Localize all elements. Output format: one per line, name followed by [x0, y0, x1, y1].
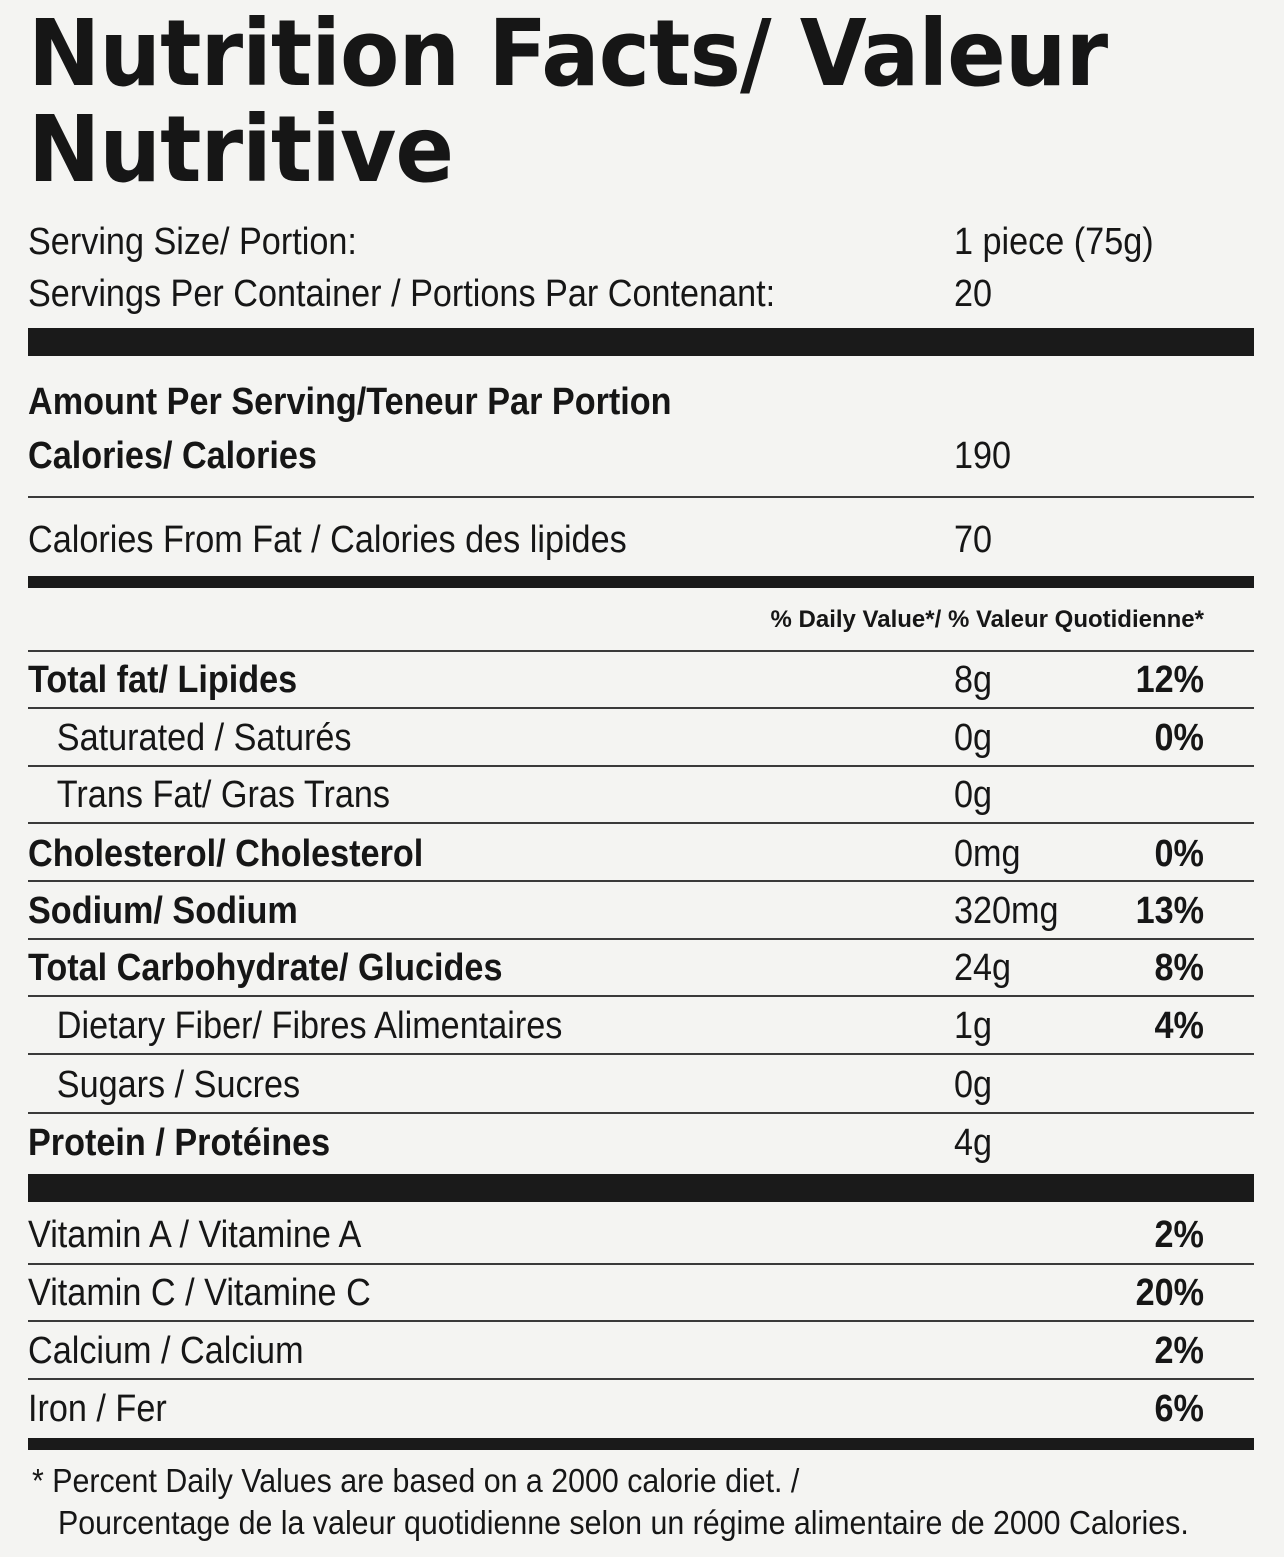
vitamin-daily-value: 2%	[1154, 1330, 1204, 1372]
serving-size-label: Serving Size/ Portion:	[28, 221, 357, 263]
divider	[28, 1378, 1254, 1380]
divider	[28, 1053, 1254, 1055]
divider	[28, 496, 1254, 498]
servings-per-container-label: Servings Per Container / Portions Par Contenant:	[28, 273, 776, 315]
nutrient-amount: 320mg	[954, 890, 1059, 932]
thick-divider	[28, 1174, 1254, 1202]
nutrient-daily-value: 4%	[1154, 1005, 1204, 1047]
servings-per-container-value: 20	[954, 273, 993, 315]
calories-label: Calories/ Calories	[28, 435, 317, 477]
calories-value: 190	[954, 435, 1012, 477]
vitamin-label: Calcium / Calcium	[28, 1330, 304, 1372]
panel-title: Nutrition Facts/ Valeur Nutritive	[28, 0, 1108, 203]
divider	[28, 765, 1254, 767]
vitamin-label: Vitamin A / Vitamine A	[28, 1214, 362, 1256]
vitamin-daily-value: 2%	[1154, 1214, 1204, 1256]
nutrient-label: Protein / Protéines	[28, 1122, 331, 1164]
nutrient-amount: 1g	[954, 1005, 993, 1047]
divider	[28, 1263, 1254, 1265]
nutrient-label: Sodium/ Sodium	[28, 890, 298, 932]
nutrition-facts-panel	[28, 0, 1254, 1557]
divider	[28, 822, 1254, 824]
vitamin-label: Vitamin C / Vitamine C	[28, 1272, 371, 1314]
nutrient-amount: 0g	[954, 717, 993, 759]
footnote-line-1: * Percent Daily Values are based on a 2000 calorie diet. /	[32, 1462, 800, 1499]
nutrient-amount: 24g	[954, 947, 1012, 989]
nutrient-amount: 4g	[954, 1122, 993, 1164]
divider	[28, 1320, 1254, 1322]
calories-from-fat-value: 70	[954, 519, 993, 561]
nutrient-label: Sugars / Sucres	[56, 1064, 301, 1106]
divider	[28, 707, 1254, 709]
nutrient-label: Saturated / Saturés	[56, 717, 352, 759]
nutrient-label: Total fat/ Lipides	[28, 659, 298, 701]
vitamin-daily-value: 6%	[1154, 1388, 1204, 1430]
nutrient-amount: 0g	[954, 1064, 993, 1106]
nutrient-label: Trans Fat/ Gras Trans	[56, 774, 391, 816]
amount-per-serving-label: Amount Per Serving/Teneur Par Portion	[28, 381, 672, 423]
vitamin-label: Iron / Fer	[28, 1388, 167, 1430]
nutrient-amount: 8g	[954, 659, 993, 701]
nutrient-amount: 0g	[954, 774, 993, 816]
medium-divider	[28, 576, 1254, 588]
divider	[28, 880, 1254, 882]
nutrient-daily-value: 13%	[1135, 890, 1204, 932]
divider	[28, 938, 1254, 940]
serving-size-value: 1 piece (75g)	[954, 221, 1154, 263]
divider	[28, 995, 1254, 997]
nutrient-label: Cholesterol/ Cholesterol	[28, 833, 424, 875]
nutrient-daily-value: 0%	[1154, 833, 1204, 875]
nutrient-label: Total Carbohydrate/ Glucides	[28, 947, 503, 989]
vitamin-daily-value: 20%	[1135, 1272, 1204, 1314]
divider	[28, 650, 1254, 652]
daily-value-header: % Daily Value*/ % Valeur Quotidienne*	[770, 606, 1204, 633]
nutrient-amount: 0mg	[954, 833, 1021, 875]
divider	[28, 1112, 1254, 1114]
footnote-line-2: Pourcentage de la valeur quotidienne selon un régime alimentaire de 2000 Calories.	[58, 1504, 1189, 1541]
nutrient-daily-value: 8%	[1154, 947, 1204, 989]
thick-divider	[28, 328, 1254, 356]
calories-from-fat-label: Calories From Fat / Calories des lipides	[28, 519, 627, 561]
nutrient-daily-value: 0%	[1154, 717, 1204, 759]
medium-divider	[28, 1438, 1254, 1450]
nutrient-daily-value: 12%	[1135, 659, 1204, 701]
nutrient-label: Dietary Fiber/ Fibres Alimentaires	[56, 1005, 563, 1047]
